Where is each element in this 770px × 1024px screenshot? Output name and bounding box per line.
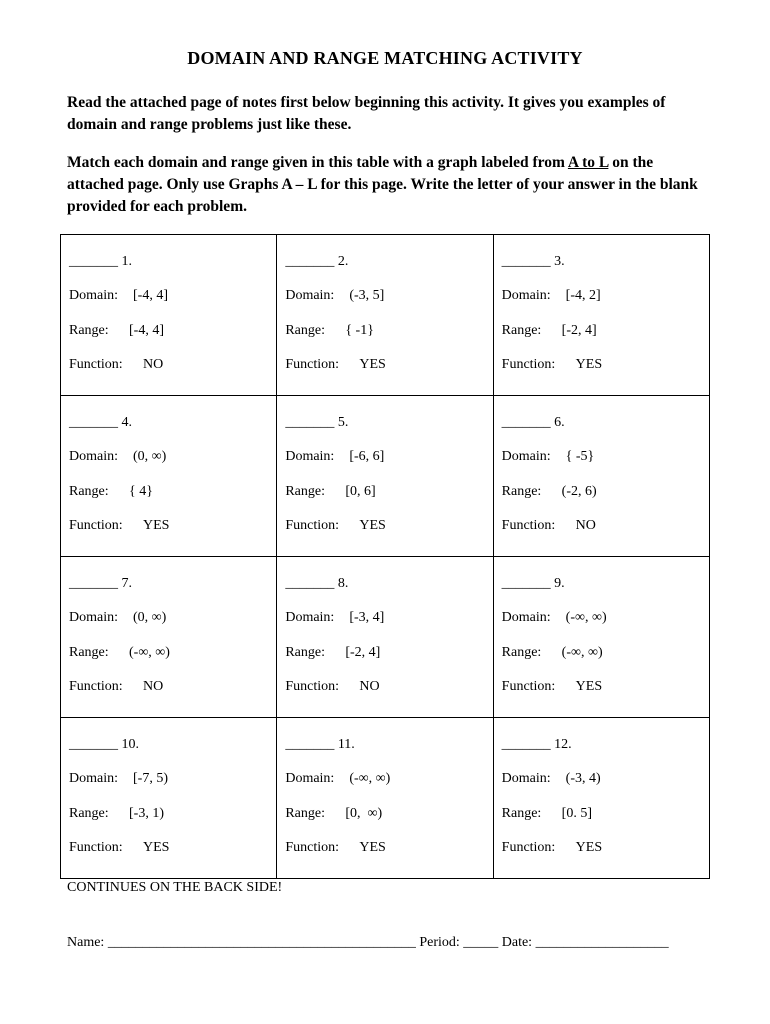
answer-blank[interactable]: _______ 2. (285, 254, 349, 269)
problem-cell (61, 718, 277, 879)
range-value: (-∞, ∞) (561, 645, 603, 660)
range-label: Range: (285, 806, 325, 821)
function-value: YES (359, 518, 386, 533)
answer-blank[interactable]: _______ 10. (69, 737, 139, 752)
function-value: YES (575, 679, 603, 694)
function-value: YES (575, 840, 603, 855)
range-label: Range: (69, 323, 109, 338)
problem-cell (61, 557, 277, 718)
domain-label: Domain: (69, 449, 118, 464)
continues-note: CONTINUES ON THE BACK SIDE! (67, 880, 283, 895)
function-value: YES (359, 357, 386, 372)
domain-value: { -5} (565, 449, 595, 464)
domain-label: Domain: (285, 771, 335, 786)
function-value: NO (143, 679, 164, 694)
instructions-text-start: Match each domain and range given in this table with a graph labeled from (67, 154, 568, 171)
range-value: (-∞, ∞) (129, 645, 170, 660)
problem-cell (493, 718, 709, 879)
range-label: Range: (501, 323, 542, 338)
answer-blank[interactable]: _______ 12. (501, 737, 572, 752)
domain-label: Domain: (501, 771, 551, 786)
problem-cell (277, 396, 493, 557)
range-label: Range: (69, 484, 109, 499)
domain-label: Domain: (501, 288, 551, 303)
range-value: [-2, 4] (345, 645, 381, 660)
answer-blank[interactable]: _______ 3. (501, 254, 565, 269)
answer-blank[interactable]: _______ 5. (285, 415, 349, 430)
function-label: Function: (285, 518, 339, 533)
answer-blank[interactable]: _______ 4. (69, 415, 132, 430)
function-label: Function: (69, 840, 123, 855)
function-label: Function: (501, 518, 556, 533)
answer-blank[interactable]: _______ 7. (69, 576, 132, 591)
problem-cell (493, 396, 709, 557)
domain-value: [-4, 2] (565, 288, 601, 303)
domain-label: Domain: (69, 771, 118, 786)
domain-value: (-∞, ∞) (565, 610, 607, 625)
domain-label: Domain: (501, 610, 551, 625)
answer-blank[interactable]: _______ 9. (501, 576, 565, 591)
domain-value: [-6, 6] (349, 449, 385, 464)
problem-cell (493, 235, 709, 396)
function-label: Function: (69, 357, 123, 372)
function-label: Function: (501, 357, 556, 372)
problems-table (60, 234, 710, 879)
problem-cell (493, 557, 709, 718)
answer-blank[interactable]: _______ 1. (69, 254, 132, 269)
domain-label: Domain: (285, 288, 335, 303)
function-label: Function: (285, 357, 339, 372)
domain-value: (-3, 5] (349, 288, 385, 303)
function-label: Function: (69, 679, 123, 694)
name-period-date-line[interactable]: Name: ____________________________________________ Period: _____ Date: ___________________ (67, 935, 669, 950)
domain-value: [-3, 4] (349, 610, 385, 625)
problem-cell (277, 557, 493, 718)
range-value: [-3, 1) (129, 806, 164, 821)
range-label: Range: (285, 645, 325, 660)
instructions-text-end: on the attached page. Only use Graphs A – L for this page. Write the letter of your answer in the blank provided for each problem. (67, 154, 698, 215)
problem-cell (277, 718, 493, 879)
range-value: [-2, 4] (561, 323, 597, 338)
intro-paragraph: Read the attached page of notes first below beginning this activity. It gives you examples of domain and range problems just like these. (67, 94, 666, 133)
range-label: Range: (285, 484, 325, 499)
domain-value: (-∞, ∞) (349, 771, 391, 786)
problem-cell (277, 235, 493, 396)
function-value: YES (143, 518, 170, 533)
function-value: YES (143, 840, 170, 855)
range-value: [0. 5] (561, 806, 592, 821)
domain-label: Domain: (285, 610, 335, 625)
function-label: Function: (285, 840, 339, 855)
page-title: DOMAIN AND RANGE MATCHING ACTIVITY (187, 48, 583, 68)
instructions-underlined-range: A to L (567, 154, 609, 171)
domain-value: [-7, 5) (133, 771, 168, 786)
range-label: Range: (69, 806, 109, 821)
range-value: [-4, 4] (129, 323, 164, 338)
range-label: Range: (501, 806, 542, 821)
range-label: Range: (69, 645, 109, 660)
range-value: [0, 6] (345, 484, 376, 499)
function-value: YES (359, 840, 386, 855)
domain-value: (0, ∞) (133, 610, 167, 625)
range-label: Range: (501, 645, 542, 660)
domain-label: Domain: (285, 449, 335, 464)
function-value: NO (359, 679, 380, 694)
domain-value: (0, ∞) (133, 449, 167, 464)
domain-label: Domain: (69, 288, 118, 303)
answer-blank[interactable]: _______ 11. (285, 737, 355, 752)
problem-cell (61, 235, 277, 396)
range-value: { -1} (345, 323, 374, 338)
function-label: Function: (501, 840, 556, 855)
instructions-paragraph (67, 152, 707, 218)
domain-value: (-3, 4) (565, 771, 601, 786)
domain-label: Domain: (69, 610, 118, 625)
function-value: NO (575, 518, 596, 533)
range-value: (-2, 6) (561, 484, 597, 499)
range-label: Range: (285, 323, 325, 338)
range-label: Range: (501, 484, 542, 499)
answer-blank[interactable]: _______ 8. (285, 576, 349, 591)
domain-label: Domain: (501, 449, 551, 464)
domain-value: [-4, 4] (133, 288, 168, 303)
function-label: Function: (501, 679, 556, 694)
function-value: YES (575, 357, 603, 372)
answer-blank[interactable]: _______ 6. (501, 415, 565, 430)
range-value: [0, ∞) (345, 806, 383, 821)
function-value: NO (143, 357, 164, 372)
function-label: Function: (69, 518, 123, 533)
range-value: { 4} (129, 484, 153, 499)
function-label: Function: (285, 679, 339, 694)
problem-cell (61, 396, 277, 557)
